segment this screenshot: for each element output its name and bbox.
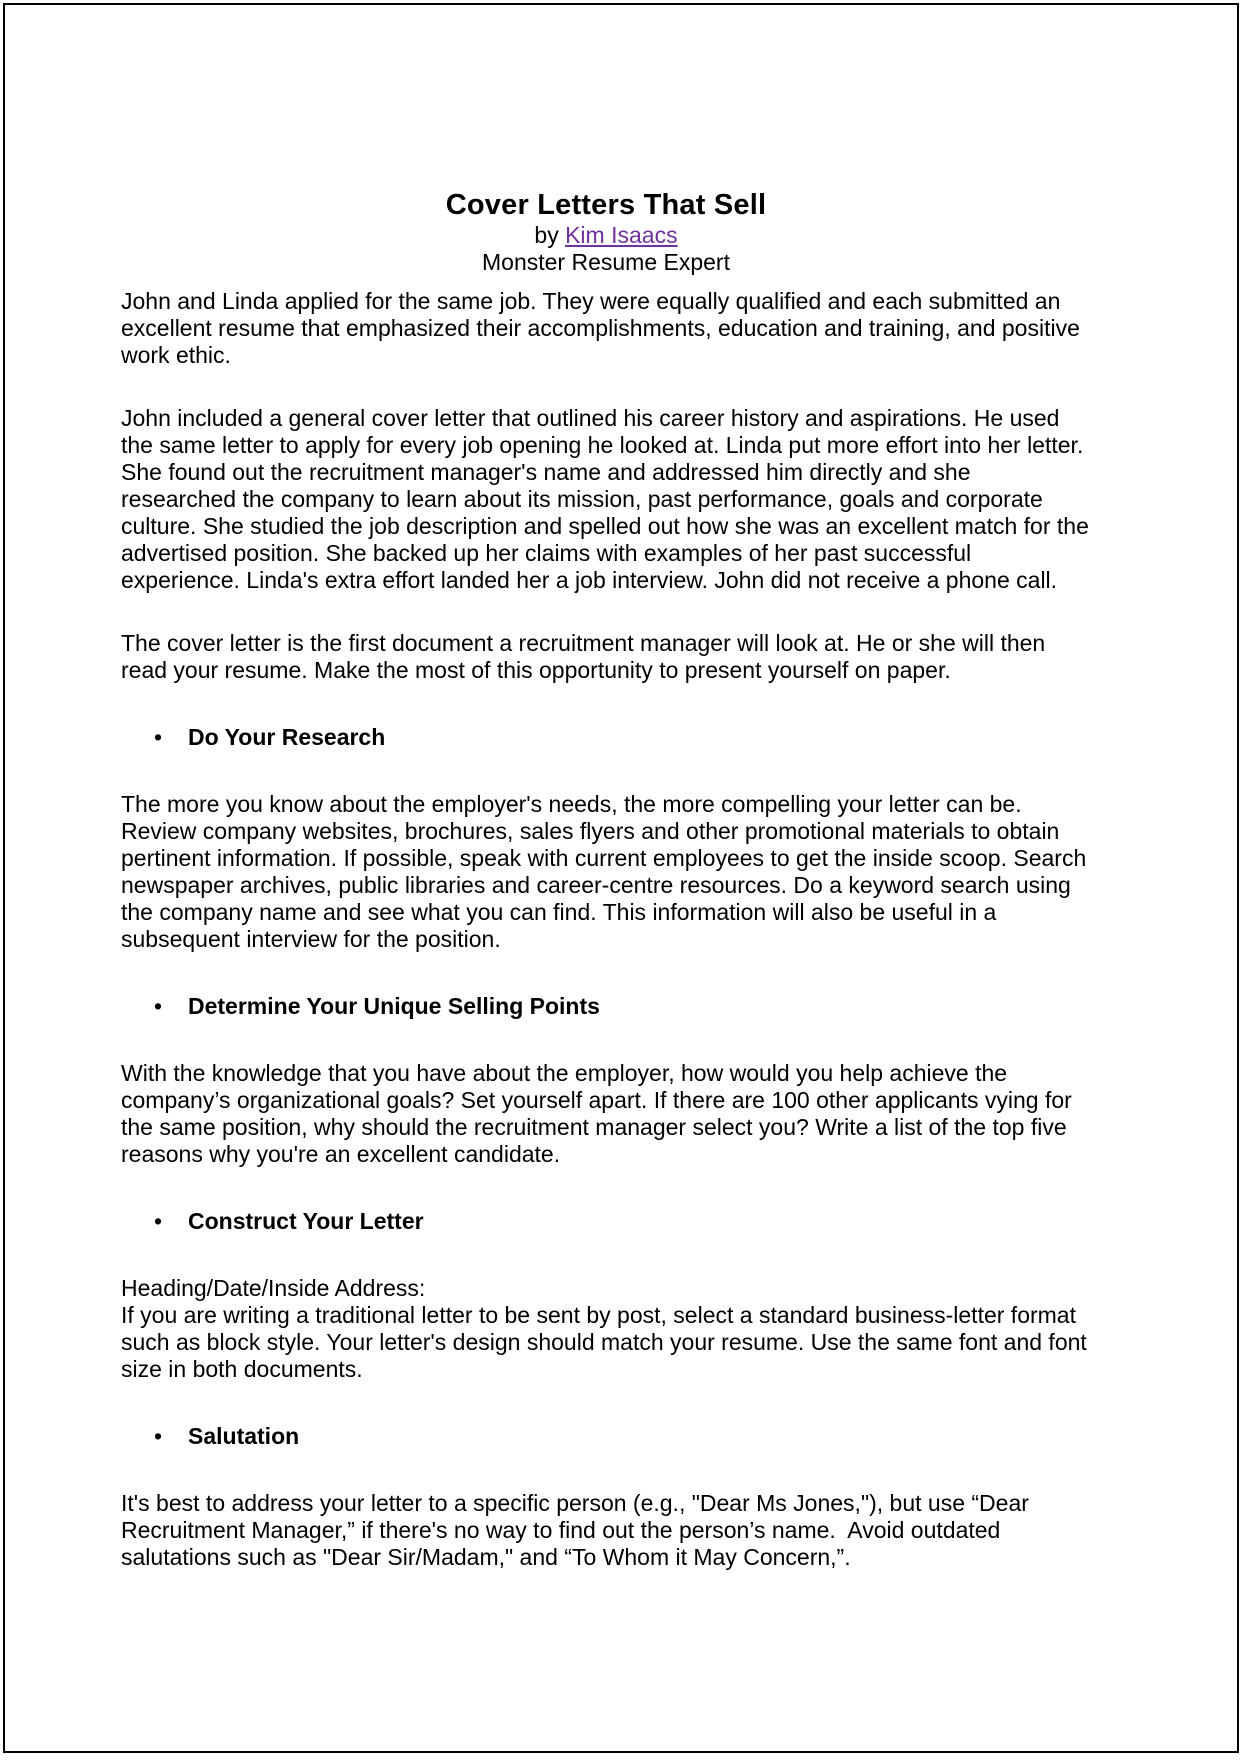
document-header bbox=[121, 188, 1091, 276]
page-border bbox=[3, 3, 1239, 1753]
bullet-icon: • bbox=[154, 1423, 163, 1449]
bullet-heading-do-your-research bbox=[121, 724, 1091, 751]
document-title: Cover Letters That Sell bbox=[445, 189, 767, 221]
paragraph: With the knowledge that you have about the employer, how would you help achieve the company’s organizational goals? Set yourself apart. If there are 100 other applicants vying for the same position, why should the recruitment manager select you? Write a list of the top five reasons why you're an excellent candidate. bbox=[121, 1060, 1079, 1167]
bullet-heading-label: Construct Your Letter bbox=[188, 1208, 424, 1234]
author-role: Monster Resume Expert bbox=[482, 249, 730, 275]
bullet-heading-construct-your-letter bbox=[121, 1208, 1091, 1235]
bullet-icon: • bbox=[154, 993, 163, 1019]
paragraph: Heading/Date/Inside Address: If you are writing a traditional letter to be sent by post, select a standard business-letter format such as block style. Your letter's design should match your resume. Use the same font and font size in both documents. bbox=[121, 1275, 1094, 1382]
paragraph: John and Linda applied for the same job. They were equally qualified and each submitted an excellent resume that emphasized their accomplishments, education and training, and positive work ethic. bbox=[121, 288, 1087, 368]
page-content bbox=[5, 5, 1237, 1571]
bullet-heading-label: Do Your Research bbox=[188, 724, 386, 750]
paragraph: The cover letter is the first document a recruitment manager will look at. He or she will then read your resume. Make the most of this opportunity to present yourself on paper. bbox=[121, 630, 1052, 683]
paragraph: The more you know about the employer's needs, the more compelling your letter can be. Review company websites, brochures, sales flyers and other promotional materials to obtain pertinent information. If possible, speak with current employees to get the inside scoop. Search newspaper archives, public libraries and career-centre resources. Do a keyword search using the company name and see what you can find. This information will also be useful in a subsequent interview for the position. bbox=[121, 791, 1093, 952]
bullet-heading-label: Determine Your Unique Selling Points bbox=[188, 993, 600, 1019]
bullet-icon: • bbox=[154, 724, 163, 750]
paragraph: It's best to address your letter to a specific person (e.g., "Dear Ms Jones,"), but use “Dear Recruitment Manager,” if there's no way to find out the person’s name. Avoid outdated salutations such as "Dear Sir/Madam," and “To Whom it May Concern,”. bbox=[121, 1490, 1036, 1570]
bullet-icon: • bbox=[154, 1208, 163, 1234]
document-body bbox=[121, 288, 1096, 1571]
bullet-heading-determine-your-unique-selling-points bbox=[121, 993, 1091, 1020]
byline-prefix: by bbox=[534, 222, 566, 248]
byline bbox=[121, 222, 1091, 249]
bullet-heading-salutation bbox=[121, 1423, 1091, 1450]
author-link[interactable]: Kim Isaacs bbox=[565, 222, 678, 248]
bullet-heading-label: Salutation bbox=[188, 1423, 300, 1449]
paragraph: John included a general cover letter that outlined his career history and aspirations. He used the same letter to apply for every job opening he looked at. Linda put more effort into her letter. She found out the recruitment manager's name and addressed him directly and she researched the company to learn about its mission, past performance, goals and corporate culture. She studied the job description and spelled out how she was an excellent match for the advertised position. She backed up her claims with examples of her past successful experience. Linda's extra effort landed her a job interview. John did not receive a phone call. bbox=[121, 405, 1096, 593]
